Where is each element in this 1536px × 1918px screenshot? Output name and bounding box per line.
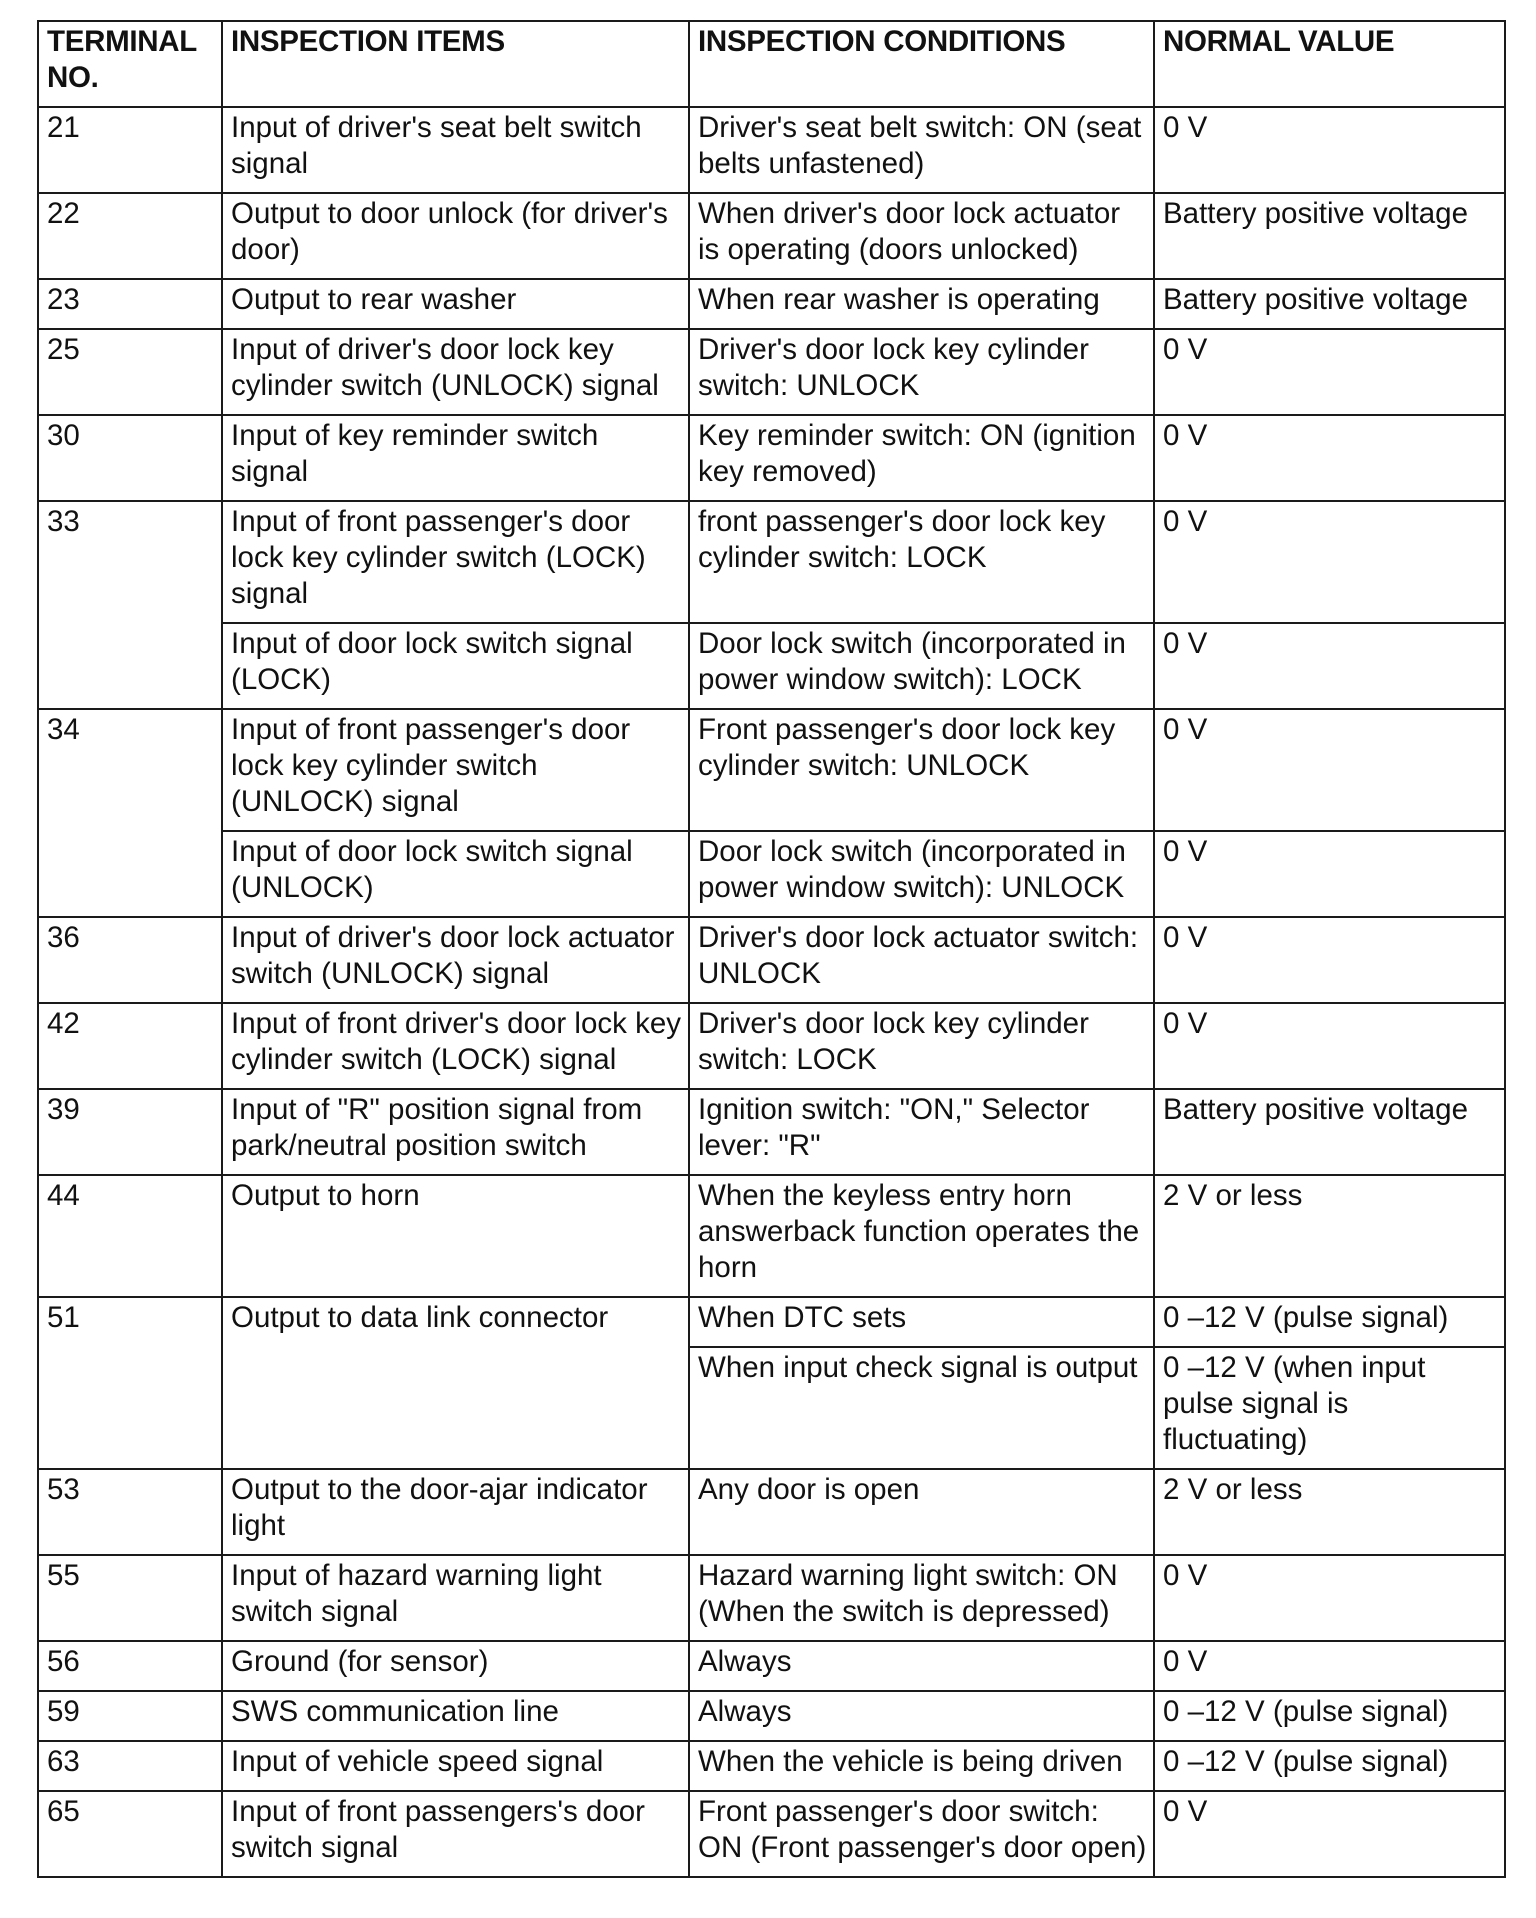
- value-cell: 0 V: [1154, 1641, 1505, 1691]
- condition-cell: When the vehicle is being driven: [689, 1741, 1154, 1791]
- table-row: [38, 415, 1505, 501]
- item-cell: Input of front passenger's door lock key cylinder switch (LOCK) signal: [222, 501, 689, 623]
- value-cell: 0 V: [1154, 709, 1505, 831]
- value-cell: 0 V: [1154, 415, 1505, 501]
- condition-cell: Door lock switch (incorporated in power window switch): UNLOCK: [689, 831, 1154, 917]
- condition-cell: When DTC sets: [689, 1297, 1154, 1347]
- value-cell: 0 V: [1154, 623, 1505, 709]
- condition-cell: When input check signal is output: [689, 1347, 1154, 1469]
- condition-cell: When the keyless entry horn answerback function operates the horn: [689, 1175, 1154, 1297]
- value-cell: 0 V: [1154, 1555, 1505, 1641]
- table-row: [38, 1089, 1505, 1175]
- item-cell: Output to the door-ajar indicator light: [222, 1469, 689, 1555]
- value-cell: 0 –12 V (when input pulse signal is fluctuating): [1154, 1347, 1505, 1469]
- condition-cell: Front passenger's door lock key cylinder switch: UNLOCK: [689, 709, 1154, 831]
- condition-cell: Driver's seat belt switch: ON (seat belts unfastened): [689, 107, 1154, 193]
- value-cell: 2 V or less: [1154, 1469, 1505, 1555]
- item-cell: Input of driver's seat belt switch signal: [222, 107, 689, 193]
- table-row: [38, 1469, 1505, 1555]
- item-cell: Input of key reminder switch signal: [222, 415, 689, 501]
- value-cell: Battery positive voltage: [1154, 1089, 1505, 1175]
- item-cell: Input of front driver's door lock key cylinder switch (LOCK) signal: [222, 1003, 689, 1089]
- condition-cell: Door lock switch (incorporated in power window switch): LOCK: [689, 623, 1154, 709]
- table-row: [38, 623, 1505, 709]
- item-cell: Input of front passengers's door switch signal: [222, 1791, 689, 1877]
- item-cell: Input of "R" position signal from park/neutral position switch: [222, 1089, 689, 1175]
- table-row: [38, 831, 1505, 917]
- value-cell: 0 V: [1154, 917, 1505, 1003]
- table-row: [38, 1691, 1505, 1741]
- item-cell: Input of front passenger's door lock key cylinder switch (UNLOCK) signal: [222, 709, 689, 831]
- terminal-cell: 39: [38, 1089, 222, 1175]
- header-inspection-conditions: INSPECTION CONDITIONS: [689, 21, 1154, 107]
- item-cell: Output to data link connector: [222, 1297, 689, 1469]
- inspection-table: [37, 20, 1506, 1878]
- item-cell: Output to horn: [222, 1175, 689, 1297]
- table-row: [38, 1555, 1505, 1641]
- condition-cell: Driver's door lock actuator switch: UNLOCK: [689, 917, 1154, 1003]
- item-cell: Output to rear washer: [222, 279, 689, 329]
- value-cell: 0 V: [1154, 831, 1505, 917]
- terminal-cell: 56: [38, 1641, 222, 1691]
- item-cell: Input of door lock switch signal (LOCK): [222, 623, 689, 709]
- terminal-cell: 51: [38, 1297, 222, 1469]
- terminal-cell: 44: [38, 1175, 222, 1297]
- table-row: [38, 193, 1505, 279]
- value-cell: 0 –12 V (pulse signal): [1154, 1691, 1505, 1741]
- header-inspection-items: INSPECTION ITEMS: [222, 21, 689, 107]
- condition-cell: Always: [689, 1641, 1154, 1691]
- condition-cell: Ignition switch: "ON," Selector lever: "R": [689, 1089, 1154, 1175]
- terminal-cell: 22: [38, 193, 222, 279]
- header-normal-value: NORMAL VALUE: [1154, 21, 1505, 107]
- value-cell: Battery positive voltage: [1154, 279, 1505, 329]
- value-cell: 0 V: [1154, 107, 1505, 193]
- terminal-cell: 55: [38, 1555, 222, 1641]
- terminal-cell: 33: [38, 501, 222, 709]
- item-cell: Input of hazard warning light switch signal: [222, 1555, 689, 1641]
- table-row: [38, 709, 1505, 831]
- terminal-cell: 30: [38, 415, 222, 501]
- item-cell: Ground (for sensor): [222, 1641, 689, 1691]
- value-cell: 0 –12 V (pulse signal): [1154, 1297, 1505, 1347]
- condition-cell: Any door is open: [689, 1469, 1154, 1555]
- table-row: [38, 1003, 1505, 1089]
- terminal-cell: 59: [38, 1691, 222, 1741]
- terminal-cell: 34: [38, 709, 222, 917]
- table-row: [38, 501, 1505, 623]
- item-cell: Input of vehicle speed signal: [222, 1741, 689, 1791]
- condition-cell: Front passenger's door switch: ON (Front passenger's door open): [689, 1791, 1154, 1877]
- table-row: [38, 1791, 1505, 1877]
- value-cell: 0 –12 V (pulse signal): [1154, 1741, 1505, 1791]
- terminal-cell: 53: [38, 1469, 222, 1555]
- terminal-cell: 36: [38, 917, 222, 1003]
- value-cell: 0 V: [1154, 1791, 1505, 1877]
- terminal-cell: 42: [38, 1003, 222, 1089]
- item-cell: Input of door lock switch signal (UNLOCK): [222, 831, 689, 917]
- condition-cell: front passenger's door lock key cylinder switch: LOCK: [689, 501, 1154, 623]
- table-row: [38, 107, 1505, 193]
- table-row: [38, 917, 1505, 1003]
- terminal-cell: 21: [38, 107, 222, 193]
- value-cell: 0 V: [1154, 501, 1505, 623]
- terminal-cell: 65: [38, 1791, 222, 1877]
- value-cell: Battery positive voltage: [1154, 193, 1505, 279]
- header-terminal-no: TERMINAL NO.: [38, 21, 222, 107]
- terminal-cell: 23: [38, 279, 222, 329]
- table-row: [38, 329, 1505, 415]
- condition-cell: Driver's door lock key cylinder switch: LOCK: [689, 1003, 1154, 1089]
- value-cell: 0 V: [1154, 329, 1505, 415]
- value-cell: 0 V: [1154, 1003, 1505, 1089]
- condition-cell: Always: [689, 1691, 1154, 1741]
- table-row: [38, 279, 1505, 329]
- item-cell: Output to door unlock (for driver's door): [222, 193, 689, 279]
- condition-cell: When driver's door lock actuator is operating (doors unlocked): [689, 193, 1154, 279]
- value-cell: 2 V or less: [1154, 1175, 1505, 1297]
- table-row: [38, 1641, 1505, 1691]
- condition-cell: Driver's door lock key cylinder switch: UNLOCK: [689, 329, 1154, 415]
- condition-cell: Hazard warning light switch: ON (When the switch is depressed): [689, 1555, 1154, 1641]
- terminal-cell: 63: [38, 1741, 222, 1791]
- terminal-cell: 25: [38, 329, 222, 415]
- header-row: [38, 21, 1505, 107]
- item-cell: Input of driver's door lock actuator switch (UNLOCK) signal: [222, 917, 689, 1003]
- condition-cell: Key reminder switch: ON (ignition key removed): [689, 415, 1154, 501]
- item-cell: Input of driver's door lock key cylinder switch (UNLOCK) signal: [222, 329, 689, 415]
- condition-cell: When rear washer is operating: [689, 279, 1154, 329]
- table-row: [38, 1297, 1505, 1347]
- item-cell: SWS communication line: [222, 1691, 689, 1741]
- table-row: [38, 1175, 1505, 1297]
- table-row: [38, 1741, 1505, 1791]
